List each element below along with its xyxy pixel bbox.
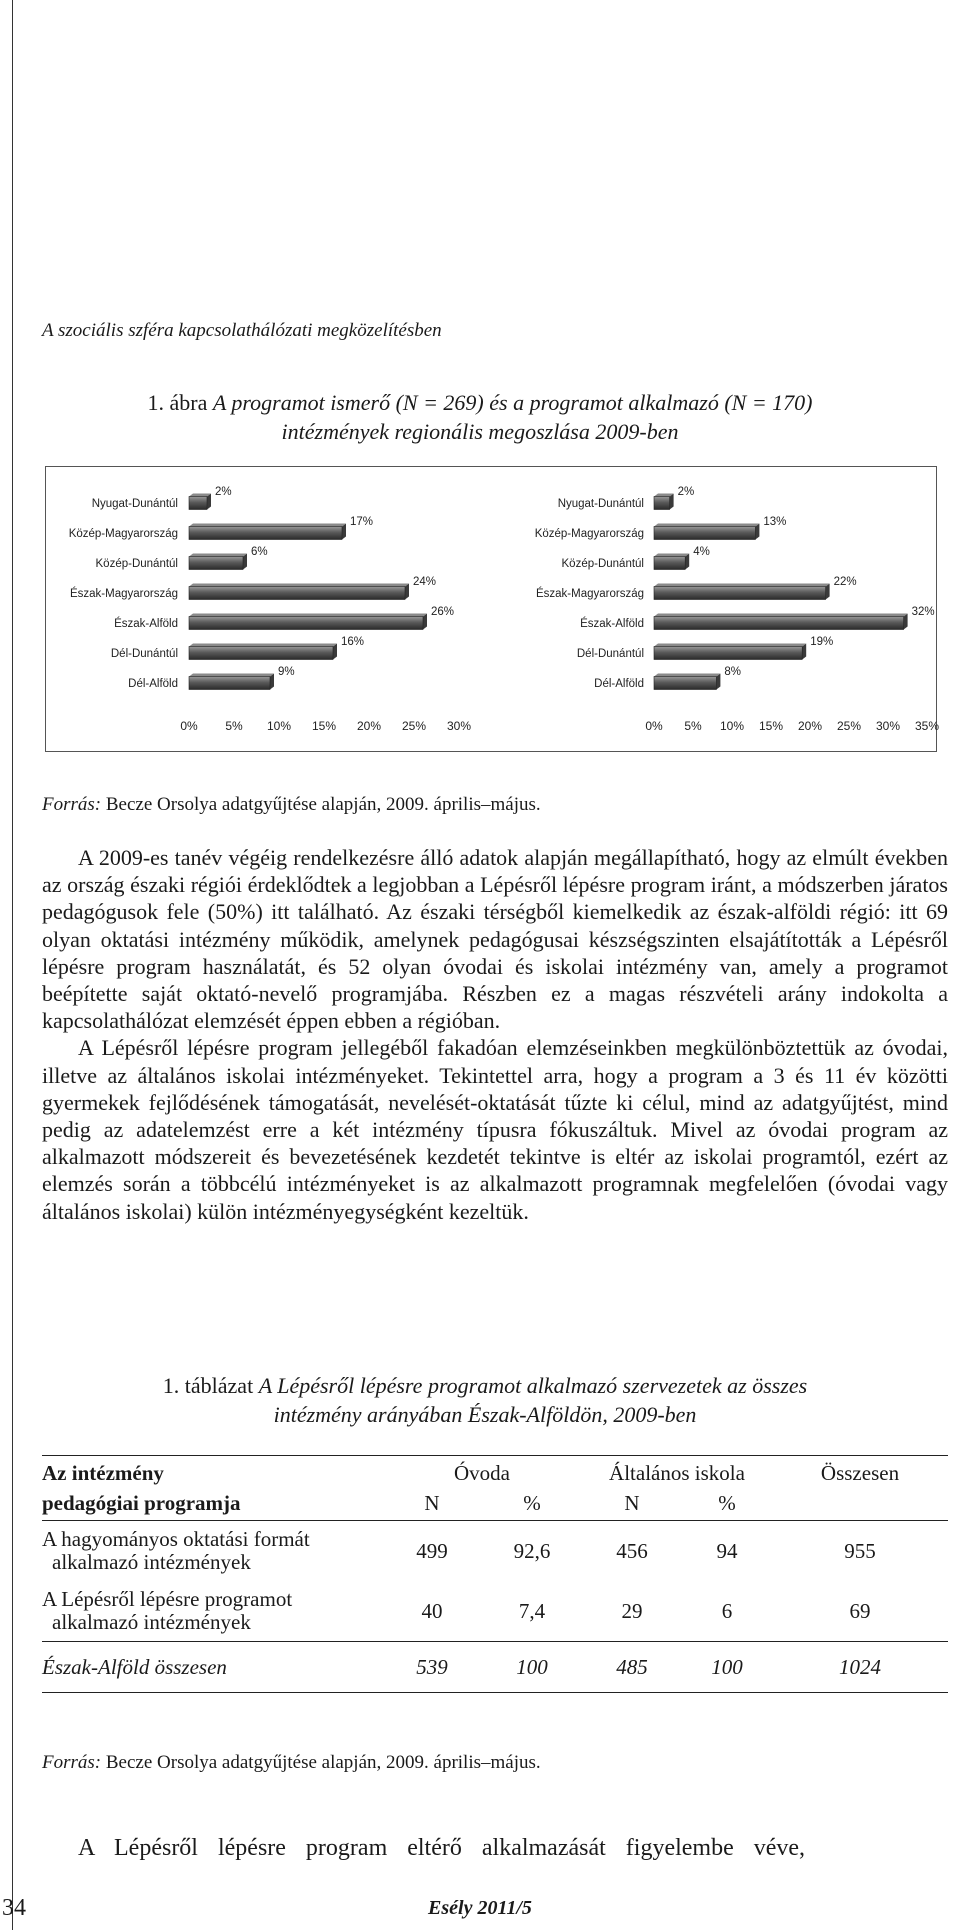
header-altalanos-iskola: Általános iskola: [582, 1456, 772, 1487]
chart2-bar-top: [654, 584, 830, 587]
data-table: [42, 1455, 948, 1693]
body-text: [42, 844, 948, 1225]
chart2-data-label: 8%: [724, 666, 742, 678]
chart1-category-label: Közép-Dunántúl: [95, 558, 178, 570]
cell-pct-ovoda: 7,4: [518, 1598, 546, 1623]
cell-pct-iskola: 94: [716, 1538, 738, 1563]
chart2-bar: [654, 557, 685, 570]
chart2-data-label: 22%: [833, 576, 857, 588]
table-source-text: Becze Orsolya adatgyűjtése alapján, 2009. április–május.: [101, 1752, 541, 1773]
journal-footer: Esély 2011/5: [428, 1897, 532, 1919]
total-total: 1024: [772, 1642, 948, 1693]
table-number: 1. táblázat: [162, 1373, 254, 1398]
header-pct-ovoda: %: [482, 1486, 582, 1521]
chart2-tick-label: 15%: [758, 719, 784, 733]
table-source: [42, 1752, 541, 1774]
chart1-category-label: Dél-Dunántúl: [110, 648, 178, 660]
chart1-bar-top: [189, 554, 247, 557]
chart1-bar: [189, 587, 405, 600]
chart1-tick-label: 10%: [266, 719, 292, 733]
chart2-category-label: Észak-Magyarország: [535, 588, 644, 600]
cell-n-iskola: 29: [621, 1598, 643, 1623]
chart2-tick-label: 10%: [719, 719, 745, 733]
chart1-category-label: Közép-Magyarország: [68, 528, 178, 540]
chart1-bar-top: [189, 584, 409, 587]
paragraph-2: A Lépésről lépésre program jellegéből fakadóan elemzéseinkben megkülönböztettük az óvodai, illetve az általános iskolai intézményeket. Tekintettel arra, hogy a program a 3 és 11 év közötti gyermekek fejlődésének támogatását, nevelését-oktatását tűzte ki célul, mind az adatgyűjtést, mind pedig az adatelemzést erre a két intézmény típusra fókuszáltuk. Mivel az óvodai program az alkalmazott módszereit és bevezetésének kezdetét tekintve is eltér az iskolai programtól, ezért az elemzés során a többcélú intézményeket is az alkalmazott programnak megfelelően (óvodai vagy általános iskolai) külön intézményegységként kezeltük.: [42, 1035, 948, 1224]
total-n-iskola: 485: [582, 1642, 682, 1693]
chart1-tick-label: 15%: [311, 719, 337, 733]
chart1-bar-top: [189, 614, 427, 617]
chart2-tick-label: 5%: [684, 719, 702, 733]
chart1-bar: [189, 617, 423, 630]
chart2-data-label: 13%: [763, 516, 787, 528]
chart2-category-label: Közép-Magyarország: [534, 528, 644, 540]
total-n-ovoda: 539: [382, 1642, 482, 1693]
paragraph-1: A 2009-es tanév végéig rendelkezésre álló adatok alapján megállapítható, hogy az elmúlt években az ország északi régiói érdeklődtek a legjobban a Lépésről lépésre program iránt, a módszerben járatos pedagógusok fele (50%) itt található. Az északi térségből kiemelkedik az észak-alföldi régió: itt 69 olyan oktatási intézmény működik, amelynek pedagógusai készségszinten elsajátították a Lépésről lépésre program használatát, és 52 olyan óvodai és iskolai intézmény van, amely a programot beépítette saját oktató-nevelő programjába. Részben ez a magas részvételi arány indokolta a kapcsolathálózat elemzését éppen ebben a régióban.: [42, 845, 948, 1034]
header-program-line1: Az intézmény: [42, 1456, 382, 1487]
cell-total: 69: [849, 1598, 871, 1623]
chart2-tick-label: 0%: [645, 719, 663, 733]
row-label-line1: A hagyományos oktatási formát: [42, 1527, 310, 1551]
chart2-tick-label: 35%: [914, 719, 940, 733]
chart1-tick-label: 30%: [446, 719, 472, 733]
chart2-category-label: Nyugat-Dunántúl: [557, 498, 644, 510]
total-pct-iskola: 100: [682, 1642, 772, 1693]
chart2-category-label: Dél-Dunántúl: [576, 648, 644, 660]
chart1-bar: [189, 647, 333, 660]
chart2-data-label: 19%: [810, 636, 834, 648]
bar-charts: [46, 467, 940, 751]
chart1-category-label: Dél-Alföld: [128, 678, 178, 690]
chart1-category-label: Észak-Alföld: [114, 618, 178, 630]
chart2-category-label: Közép-Dunántúl: [561, 558, 644, 570]
figure-caption: [60, 388, 900, 446]
chart2-bar-top: [654, 614, 908, 617]
chart1-bar: [189, 497, 207, 510]
chart2-bar-top: [654, 524, 759, 527]
header-n-ovoda: N: [382, 1486, 482, 1521]
figure-title-line2: intézmények regionális megoszlása 2009-ben: [281, 419, 679, 444]
total-pct-ovoda: 100: [482, 1642, 582, 1693]
figure-chart-frame: [45, 466, 940, 752]
table-title-line1: A Lépésről lépésre programot alkalmazó szervezetek az összes: [258, 1373, 808, 1398]
header-osszesen: Összesen: [772, 1456, 948, 1487]
chart1-tick-label: 5%: [225, 719, 243, 733]
cell-n-ovoda: 499: [416, 1538, 448, 1563]
row-label: [42, 1581, 382, 1642]
chart2-bar-top: [654, 674, 720, 677]
running-head: A szociális szféra kapcsolathálózati megközelítésben: [42, 320, 442, 341]
cell-pct-ovoda: 92,6: [513, 1538, 551, 1563]
table-total-row: [42, 1642, 948, 1693]
chart1-bar-top: [189, 524, 346, 527]
table-row: [42, 1581, 948, 1642]
chart1-tick-label: 25%: [401, 719, 427, 733]
chart2-data-label: 32%: [911, 606, 935, 618]
chart2-tick-label: 30%: [875, 719, 901, 733]
page-number: 34: [2, 1895, 26, 1921]
table-row: [42, 1521, 948, 1582]
row-label-line1: A Lépésről lépésre programot: [42, 1587, 293, 1611]
chart1-data-label: 17%: [350, 516, 374, 528]
chart2-bar: [654, 617, 904, 630]
header-pct-iskola: %: [682, 1486, 772, 1521]
chart1-data-label: 6%: [251, 546, 268, 558]
chart1-data-label: 24%: [413, 576, 437, 588]
table-title-line2: intézmény arányában Észak-Alföldön, 2009-ben: [273, 1402, 697, 1427]
chart1-tick-label: 20%: [356, 719, 382, 733]
chart2-bar: [654, 587, 826, 600]
chart1-bar: [189, 677, 270, 690]
cell-total: 955: [844, 1538, 876, 1563]
figure-source-label: Forrás:: [42, 794, 102, 815]
chart2-bar: [654, 497, 670, 510]
header-ovoda: Óvoda: [382, 1456, 582, 1487]
chart1-bar: [189, 557, 243, 570]
chart2-category-label: Észak-Alföld: [580, 618, 644, 630]
chart1-bar: [189, 527, 342, 540]
chart2-category-label: Dél-Alföld: [594, 678, 644, 690]
chart2-data-label: 2%: [677, 486, 695, 498]
row-label: [42, 1521, 382, 1582]
chart1-bar-top: [189, 644, 337, 647]
figure-source-text: Becze Orsolya adatgyűjtése alapján, 2009. április–május.: [101, 794, 541, 815]
table-source-label: Forrás:: [42, 1752, 102, 1773]
figure-number: 1. ábra: [147, 390, 208, 415]
chart2-bar-top: [654, 554, 689, 557]
figure-title-line1: A programot ismerő (N = 269) és a programot alkalmazó (N = 170): [212, 390, 813, 415]
chart1-data-label: 16%: [341, 636, 365, 648]
row-label-line2: alkalmazó intézmények: [52, 1610, 251, 1634]
chart1-category-label: Észak-Magyarország: [69, 588, 178, 600]
chart2-bar: [654, 647, 802, 660]
table-caption: [60, 1371, 910, 1429]
chart2-bar: [654, 527, 755, 540]
cell-n-ovoda: 40: [421, 1598, 443, 1623]
margin-rule: [12, 0, 13, 1930]
chart2-data-label: 4%: [693, 546, 710, 558]
chart1-category-label: Nyugat-Dunántúl: [91, 498, 178, 510]
chart2-tick-label: 25%: [836, 719, 862, 733]
chart2-bar: [654, 677, 716, 690]
table-header-row: [42, 1456, 948, 1487]
chart2-bar-top: [654, 644, 806, 647]
header-n-iskola: N: [582, 1486, 682, 1521]
cell-pct-iskola: 6: [721, 1598, 733, 1623]
chart1-data-label: 26%: [431, 606, 455, 618]
cell-n-iskola: 456: [616, 1538, 648, 1563]
header-empty: [772, 1486, 948, 1521]
table-subheader-row: [42, 1486, 948, 1521]
chart2-tick-label: 20%: [797, 719, 823, 733]
continuing-paragraph: A Lépésről lépésre program eltérő alkalmazását figyelembe véve,: [78, 1835, 806, 1861]
figure-source: [42, 794, 541, 816]
chart1-tick-label: 0%: [180, 719, 198, 733]
chart1-bar-top: [189, 674, 274, 677]
chart1-data-label: 2%: [215, 486, 232, 498]
chart1-data-label: 9%: [278, 666, 295, 678]
row-label-line2: alkalmazó intézmények: [52, 1550, 251, 1574]
header-program-line2: pedagógiai programja: [42, 1486, 382, 1521]
total-label: Észak-Alföld összesen: [42, 1642, 382, 1693]
